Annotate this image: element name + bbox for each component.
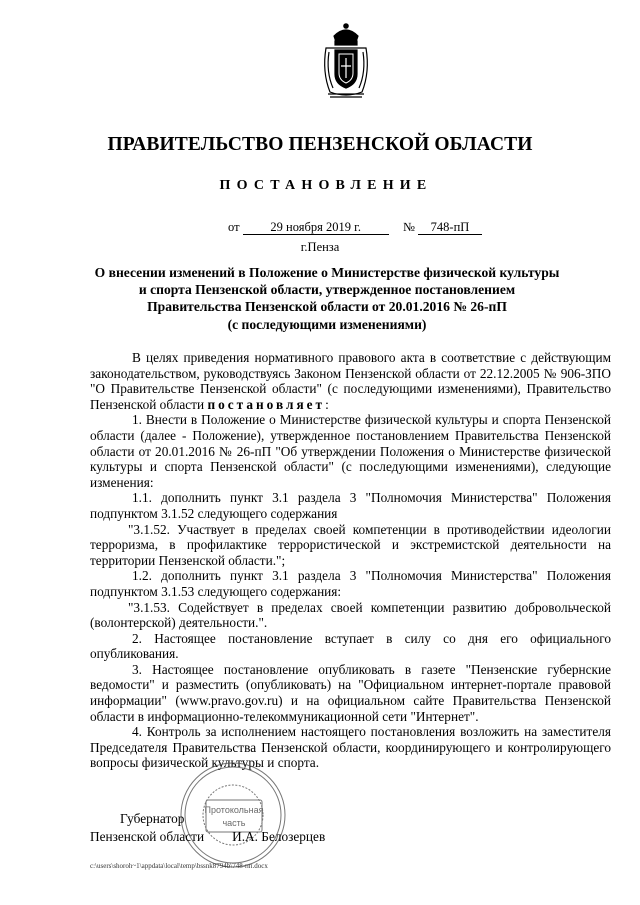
subject-line: и спорта Пензенской области, утвержденное постановлением — [138, 282, 516, 298]
date-number-line — [228, 220, 482, 235]
document-type: ПОСТАНОВЛЕНИЕ — [219, 178, 433, 193]
document-date: 29 ноября 2019 г. — [243, 220, 389, 235]
coat-of-arms-emblem — [320, 22, 372, 100]
signature-block — [90, 810, 325, 846]
footer-file-path: c:\users\shoroh~1\appdata\local\temp\bssnk8794b\748-пп.docx — [90, 862, 268, 870]
signatory-name: И.А. Белозерцев — [232, 829, 326, 844]
decree-word: постановляет — [207, 396, 326, 412]
subject-line: (с последующими изменениями) — [227, 316, 427, 332]
preamble-paragraph — [90, 350, 611, 412]
stamp-text-line2: часть — [222, 818, 246, 828]
stamp-text-line1: Протокольная — [204, 805, 264, 815]
subject-line: О внесении изменений в Положение о Министерстве физической культуры — [94, 265, 560, 280]
preamble-text: В целях приведения нормативного правового акта в соответствие с действующим законодательством, руководствуясь Законом Пензенской области от 22.12.2005 № 906-ЗПО "О Правительстве Пензенской области" (с последующими изменениями), Правительство Пензенской области — [90, 350, 611, 412]
city-label: г.Пенза — [300, 240, 340, 254]
paragraph-2: 2. Настоящее постановление вступает в силу со дня его официального опубликования. — [90, 630, 611, 662]
date-prefix: от — [228, 220, 240, 234]
subject-line: Правительства Пензенской области от 20.01.2016 № 26-пП — [147, 299, 507, 315]
document-number: 748-пП — [418, 220, 482, 235]
organization-title: ПРАВИТЕЛЬСТВО ПЕНЗЕНСКОЙ ОБЛАСТИ — [107, 134, 533, 155]
decree-colon: : — [325, 396, 329, 412]
signatory-region: Пензенской области — [90, 829, 205, 844]
paragraph-3: 3. Настоящее постановление опубликовать в газете "Пензенские губернские ведомости" и разместить (опубликовать) на "Официальном интернет-портале правовой информации" (www.pravo.gov.ru) и на официальном сайте Правительства Пензенской области в информационно-телекоммуникационной сети "Интернет". — [90, 661, 611, 724]
document-body — [90, 350, 611, 771]
number-prefix: № — [402, 220, 415, 234]
paragraph-4: 4. Контроль за исполнением настоящего постановления возложить на заместителя Председателя Правительства Пензенской области, координирующего и контролирующего вопросы физической культуры и спорта. — [90, 724, 611, 771]
signatory-row — [90, 828, 325, 846]
paragraph-1-1: 1.1. дополнить пункт 3.1 раздела 3 "Полномочия Министерства" Положения подпунктом 3.1.52 следующего содержания — [90, 490, 611, 521]
signatory-title: Губернатор — [120, 811, 185, 826]
quote-3-1-53: "3.1.53. Содействует в пределах своей компетенции развитию добровольческой (волонтерской) деятельности.". — [90, 599, 611, 631]
quote-3-1-52: "3.1.52. Участвует в пределах своей компетенции в противодействии идеологии терроризма, в профилактике террористической и экстремистской деятельности на территории Пензенской области."; — [90, 521, 611, 568]
paragraph-1-2: 1.2. дополнить пункт 3.1 раздела 3 "Полномочия Министерства" Положения подпунктом 3.1.53 следующего содержания: — [90, 568, 611, 599]
paragraph-1: 1. Внести в Положение о Министерстве физической культуры и спорта Пензенской области (далее - Положение), утвержденное постановлением Правительства Пензенской области от 20.01.2016 № 26-пП "Об утверждении Положения о Министерстве физической культуры и спорта Пензенской области" (с последующими изменениями), следующие изменения: — [90, 412, 611, 490]
document-subject — [86, 264, 568, 333]
